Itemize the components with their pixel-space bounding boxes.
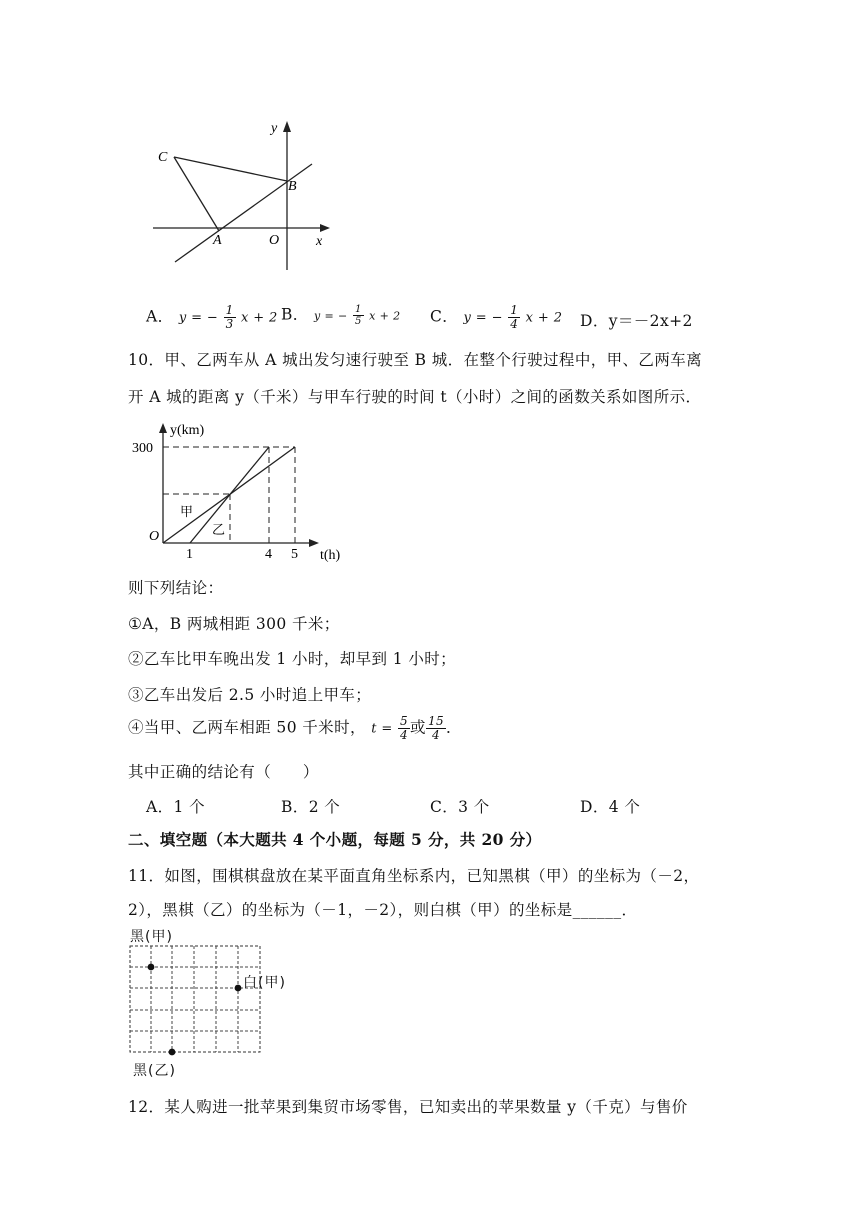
black-stone-yi [169,1049,176,1056]
label-y: y [271,121,278,136]
option-b-label: B． [281,305,309,324]
black-yi-label: 黑(乙) [133,1063,176,1079]
option-b-num: 1 [355,304,362,315]
label-b: B [288,179,297,194]
option-a-fraction [224,304,236,331]
q10-option-c: C．3 个 [430,798,490,816]
statement-4-fraction-1 [398,715,410,742]
board-frame [130,946,260,1052]
option-c-label: C． [430,307,459,326]
q9-option-c [430,304,562,331]
label-yi: 乙 [212,522,226,537]
q11-line2: 2），黑棋（乙）的坐标为（－1，－2），则白棋（甲）的坐标是______． [128,901,638,919]
statement-4-end: ． [446,718,462,737]
label-x: x [316,234,323,249]
q10-line1: 10．甲、乙两车从 A 城出发匀速行驶至 B 城．在整个行驶过程中，甲、乙两车离 [128,351,703,369]
q9-option-b [281,304,401,327]
x-tick-1: 1 [186,547,193,562]
go-board [128,944,264,1056]
section-2-title: 二、填空题（本大题共 4 个小题，每题 5 分，共 20 分） [128,830,542,849]
statement-4-text: ④当甲、乙两车相距 50 千米时， [128,718,366,737]
option-b-den: 5 [355,316,362,327]
option-b-suffix: x + 2 [369,309,401,323]
segment-cb [174,157,287,181]
option-c-fraction [508,304,520,331]
q10-option-a: A．1 个 [146,798,205,816]
black-stone-jia [148,964,155,971]
q10-line2: 开 A 城的距离 y（千米）与甲车行驶的时间 t（小时）之间的函数关系如图所示． [128,388,702,406]
label-c: C [158,150,168,165]
option-a-label: A． [146,307,174,326]
option-c-suffix: x + 2 [525,310,563,326]
statement-4-or: 或 [410,718,426,737]
option-c-den: 4 [510,317,519,331]
segment-ca [174,157,219,231]
q10-question: 其中正确的结论有（ ） [128,763,319,781]
label-a: A [213,233,222,248]
q10-statement-3: ③乙车出发后 2.5 小时追上甲车； [128,686,372,704]
statement-4-fraction-2 [426,715,446,742]
x-tick-4: 4 [265,547,272,562]
q10-graph [128,418,358,568]
option-c-prefix: y = − [463,310,503,326]
origin-label: O [149,529,160,544]
q10-statement-1: ①A，B 两城相距 300 千米； [128,615,340,633]
option-b-fraction [353,304,364,327]
option-b-prefix: y = − [314,309,348,323]
option-a-suffix: x + 2 [240,310,278,326]
q10-option-b: B．2 个 [281,798,341,816]
q10-statement-2: ②乙车比甲车晚出发 1 小时，却早到 1 小时； [128,650,457,668]
q9-option-d: D．y＝－2x+2 [580,312,693,330]
option-c-num: 1 [510,303,519,317]
q9-option-a [146,304,278,331]
q9-figure [140,110,340,280]
option-a-den: 3 [225,317,234,331]
q10-option-d: D．4 个 [580,798,641,816]
fraction-1-den: 4 [400,728,409,742]
x-axis-label: t(h) [320,548,341,563]
white-stone-jia [235,985,242,992]
statement-4-t: t = [371,721,393,737]
fraction-1-num: 5 [400,714,409,728]
y-axis-label: y(km) [170,423,205,438]
label-jia: 甲 [180,504,194,519]
fraction-2-num: 15 [427,714,445,728]
x-tick-5: 5 [291,547,298,562]
q12-line1: 12．某人购进一批苹果到集贸市场零售，已知卖出的苹果数量 y（千克）与售价 [128,1098,688,1116]
white-jia-label: 白(甲) [243,975,286,991]
q10-statement-4 [128,715,462,742]
y-tick-300: 300 [132,441,153,456]
fraction-2-den: 4 [431,728,441,742]
q11-line1: 11．如图，围棋棋盘放在某平面直角坐标系内，已知黑棋（甲）的坐标为（－2， [128,867,700,885]
q10-then: 则下列结论： [128,579,224,597]
option-a-num: 1 [225,303,234,317]
label-o: O [269,233,280,248]
option-a-prefix: y = − [178,310,219,326]
black-jia-label: 黑(甲) [130,929,173,945]
